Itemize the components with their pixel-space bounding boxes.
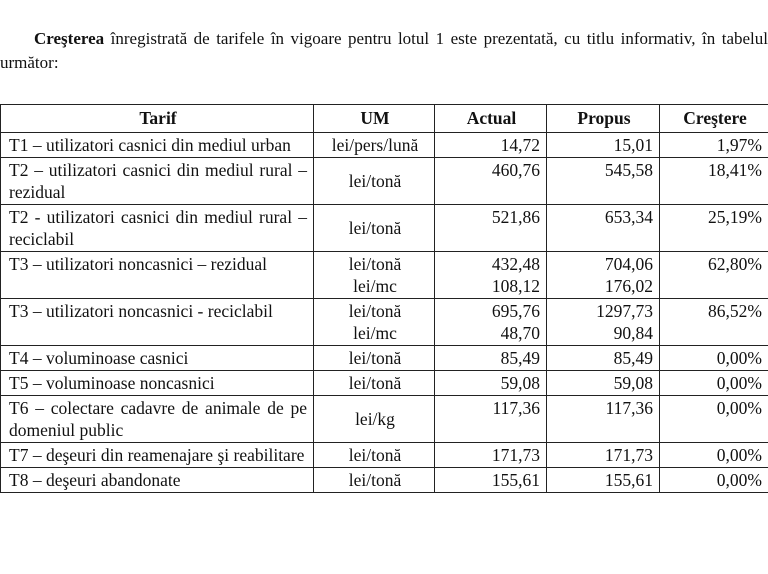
cell-um-value: lei/tonă (348, 445, 402, 465)
cell-tarif: T6 – colectare cadavre de animale de pe domeniul public (1, 396, 314, 443)
cell-actual-value: 460,76 (491, 160, 540, 180)
cell-um-value: lei/tonă (348, 373, 402, 393)
cell-um (314, 205, 435, 252)
cell-actual (435, 396, 547, 443)
cell-crestere: 1,97% (660, 133, 768, 158)
cell-crestere: 62,80% (660, 252, 768, 299)
cell-um (314, 299, 435, 346)
table-row (1, 346, 768, 371)
cell-actual-value: 432,48 (491, 254, 540, 274)
cell-propus-value: 117,36 (605, 398, 653, 418)
cell-actual-value: 14,72 (500, 135, 540, 155)
cell-um (314, 346, 435, 371)
cell-propus-value: 15,01 (613, 135, 653, 155)
table-row (1, 158, 768, 205)
table-row (1, 205, 768, 252)
cell-tarif: T7 – deşeuri din reamenajare şi reabilitare (1, 443, 314, 468)
cell-um-value: lei/tonă (348, 171, 402, 191)
header-crestere: Creştere (660, 105, 768, 133)
table-row (1, 371, 768, 396)
cell-crestere: 0,00% (660, 346, 768, 371)
cell-um-value: lei/kg (355, 409, 395, 429)
cell-tarif: T4 – voluminoase casnici (1, 346, 314, 371)
cell-um (314, 158, 435, 205)
cell-actual-value: 117,36 (492, 398, 540, 418)
cell-propus-value: 653,34 (604, 207, 653, 227)
cell-propus (547, 443, 660, 468)
cell-crestere: 0,00% (660, 371, 768, 396)
cell-crestere: 25,19% (660, 205, 768, 252)
cell-propus-value: 704,06 (604, 254, 653, 274)
cell-actual (435, 252, 547, 299)
cell-actual (435, 299, 547, 346)
cell-tarif: T8 – deşeuri abandonate (1, 468, 314, 493)
intro-text: înregistrată de tarifele în vigoare pentru lotul 1 este prezentată, cu titlu informativ, în tabelul următor: (0, 29, 768, 72)
cell-actual-value: 48,70 (500, 323, 540, 343)
cell-propus (547, 346, 660, 371)
cell-um-value: lei/tonă (348, 301, 402, 321)
cell-propus (547, 252, 660, 299)
cell-propus (547, 299, 660, 346)
cell-um (314, 443, 435, 468)
cell-um-value: lei/tonă (348, 218, 402, 238)
cell-crestere: 86,52% (660, 299, 768, 346)
cell-propus (547, 158, 660, 205)
header-propus: Propus (547, 105, 660, 133)
cell-propus-value: 1297,73 (596, 301, 653, 321)
cell-um-value: lei/tonă (348, 348, 402, 368)
cell-crestere: 0,00% (660, 443, 768, 468)
cell-actual-value: 171,73 (491, 445, 540, 465)
intro-paragraph (0, 27, 768, 75)
cell-actual-value: 155,61 (491, 470, 540, 490)
table-row (1, 299, 768, 346)
cell-actual-value: 108,12 (491, 276, 540, 296)
cell-propus-value: 59,08 (613, 373, 653, 393)
cell-um-value: lei/tonă (348, 470, 402, 490)
cell-actual (435, 158, 547, 205)
cell-propus-value: 85,49 (613, 348, 653, 368)
cell-actual-value: 695,76 (491, 301, 540, 321)
cell-actual-value: 59,08 (500, 373, 540, 393)
cell-actual-value: 521,86 (491, 207, 540, 227)
cell-propus-value: 176,02 (604, 276, 653, 296)
cell-actual (435, 205, 547, 252)
cell-actual (435, 468, 547, 493)
cell-um-value: lei/tonă (348, 254, 402, 274)
cell-um-value: lei/pers/lună (331, 135, 419, 155)
header-tarif: Tarif (1, 105, 314, 133)
intro-lead: Creşterea (34, 29, 105, 48)
header-um: UM (314, 105, 435, 133)
cell-propus (547, 205, 660, 252)
header-actual: Actual (435, 105, 547, 133)
cell-actual-value: 85,49 (500, 348, 540, 368)
table-header-row (1, 105, 768, 133)
tariff-table (0, 104, 768, 493)
cell-um (314, 252, 435, 299)
cell-propus (547, 468, 660, 493)
cell-propus (547, 396, 660, 443)
cell-propus (547, 133, 660, 158)
table-row (1, 468, 768, 493)
cell-um (314, 396, 435, 443)
cell-actual (435, 443, 547, 468)
cell-um (314, 133, 435, 158)
table-row (1, 252, 768, 299)
cell-propus (547, 371, 660, 396)
table-row (1, 443, 768, 468)
table-row (1, 396, 768, 443)
cell-tarif: T3 – utilizatori noncasnici – rezidual (1, 252, 314, 299)
table-row (1, 133, 768, 158)
cell-tarif: T5 – voluminoase noncasnici (1, 371, 314, 396)
cell-tarif: T1 – utilizatori casnici din mediul urban (1, 133, 314, 158)
cell-um-value: lei/mc (353, 276, 397, 296)
cell-tarif: T2 - utilizatori casnici din mediul rural – reciclabil (1, 205, 314, 252)
cell-propus-value: 545,58 (604, 160, 653, 180)
cell-tarif: T3 – utilizatori noncasnici - reciclabil (1, 299, 314, 346)
cell-propus-value: 155,61 (604, 470, 653, 490)
cell-actual (435, 346, 547, 371)
cell-um (314, 371, 435, 396)
cell-actual (435, 371, 547, 396)
cell-um-value: lei/mc (353, 323, 397, 343)
cell-actual (435, 133, 547, 158)
cell-tarif: T2 – utilizatori casnici din mediul rural – rezidual (1, 158, 314, 205)
cell-crestere: 0,00% (660, 468, 768, 493)
cell-um (314, 468, 435, 493)
table-body (1, 133, 768, 493)
cell-propus-value: 171,73 (604, 445, 653, 465)
cell-crestere: 18,41% (660, 158, 768, 205)
cell-propus-value: 90,84 (613, 323, 653, 343)
cell-crestere: 0,00% (660, 396, 768, 443)
